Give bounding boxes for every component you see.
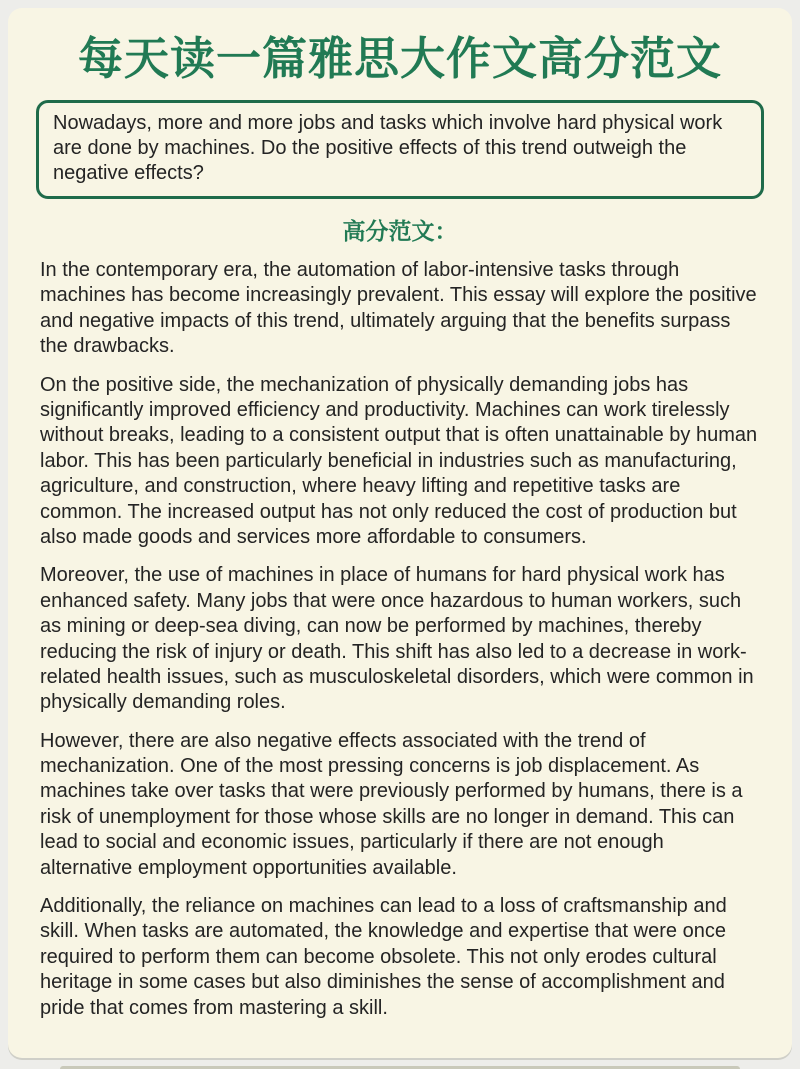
essay-paragraph-negative-displacement: However, there are also negative effects associated with the trend of mechanization. One of the most pressing concerns is job displacement. As machines take over tasks that were previously performed by humans, there is a risk of unemployment for those whose skills are no longer in demand. This can lead to social and economic issues, particularly if there are not enough alternative employment opportunities available. <box>40 729 743 879</box>
essay-body <box>40 258 760 1021</box>
question-text: Nowadays, more and more jobs and tasks which involve hard physical work are done by machines. Do the positive effects of this trend outweigh the negative effects? <box>53 111 723 184</box>
page-title: 每天读一篇雅思大作文高分范文 <box>77 33 722 84</box>
essay-section-label: 高分范文： <box>342 218 458 245</box>
content-card <box>8 8 792 1058</box>
essay-paragraph-craftsmanship: Additionally, the reliance on machines can lead to a loss of craftsmanship and skill. When tasks are automated, the knowledge and expertise that were once required to perform them can become obsolete. This not only erodes cultural heritage in some cases but also diminishes the sense of accomplishment and pride that comes from mastering a skill. <box>40 895 727 1019</box>
essay-paragraph-safety: Moreover, the use of machines in place of humans for hard physical work has enhanced safety. Many jobs that were once hazardous to human workers, such as mining or deep-sea diving, can now be performed by machines, thereby reducing the risk of injury or death. This shift has also led to a decrease in work-related health issues, such as musculoskeletal disorders, which were common in physically demanding roles. <box>40 564 754 714</box>
essay-paragraph-intro: In the contemporary era, the automation of labor-intensive tasks through machines has become increasingly prevalent. This essay will explore the positive and negative impacts of this trend, ultimately arguing that the benefits surpass the drawbacks. <box>40 259 757 358</box>
question-box <box>36 100 764 200</box>
essay-paragraph-positive-productivity: On the positive side, the mechanization of physically demanding jobs has significantly improved efficiency and productivity. Machines can work tirelessly without breaks, leading to a consistent output that is often unattainable by human labor. This has been particularly beneficial in industries such as manufacturing, agriculture, and construction, where heavy lifting and repetitive tasks are common. The increased output has not only reduced the cost of production but also made goods and services more affordable to consumers. <box>40 373 758 548</box>
